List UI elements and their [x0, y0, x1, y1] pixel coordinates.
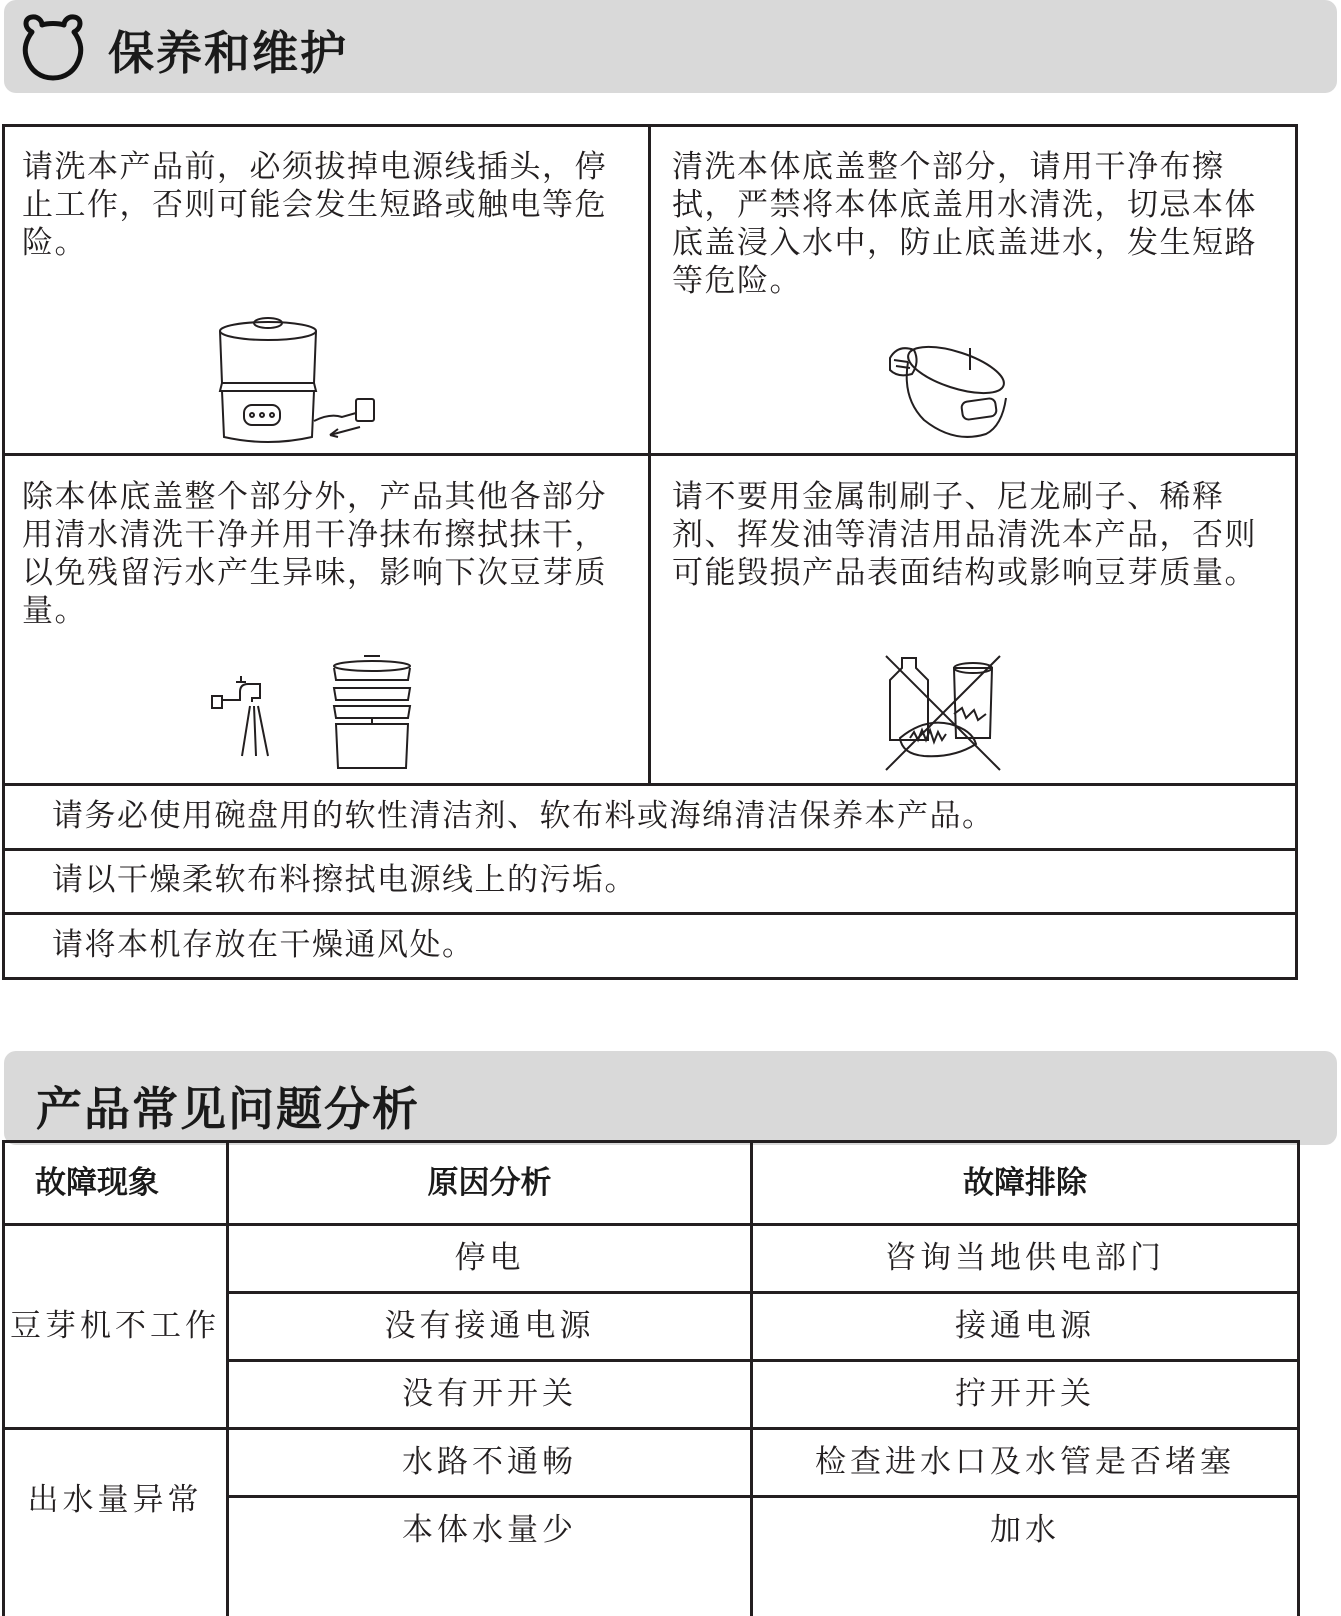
faq-fix: 咨询当地供电部门	[885, 1240, 1165, 1276]
wipe-base-illustration	[884, 340, 1014, 445]
faq-cause: 停电	[454, 1240, 525, 1276]
care-tip-wipe-cord: 请以干燥柔软布料擦拭电源线上的污垢。	[52, 862, 637, 898]
rinse-parts-illustration	[210, 652, 420, 772]
section-header-care	[4, 0, 1337, 93]
no-chemicals-illustration	[884, 654, 1004, 774]
faq-fix: 加水	[990, 1512, 1060, 1548]
faq-cause: 没有接通电源	[384, 1308, 595, 1344]
care-cell-base-cover: 清洗本体底盖整个部分，请用干净布擦拭，严禁将本体底盖用水清洗，切忌本体底盖浸入水中，防止底盖进水，发生短路等危险。	[672, 149, 1257, 299]
care-cell-rinse-parts: 除本体底盖整个部分外，产品其他各部分用清水清洗干净并用干净抹布擦拭抹干，以免残留污水产生异味，影响下次豆芽质量。	[22, 479, 607, 629]
care-cell-no-harsh-cleaners: 请不要用金属制刷子、尼龙刷子、稀释剂、挥发油等清洁用品清洗本产品，否则可能毁损产品表面结构或影响豆芽质量。	[672, 479, 1257, 591]
faq-cause: 水路不通畅	[402, 1444, 577, 1480]
faq-fix: 拧开开关	[955, 1376, 1095, 1412]
care-tip-storage: 请将本机存放在干燥通风处。	[52, 927, 475, 963]
section-header-faq	[4, 1051, 1337, 1145]
bear-icon	[18, 12, 88, 82]
care-cell-unplug: 请洗本产品前，必须拔掉电源线插头，停止工作，否则可能会发生短路或触电等危险。	[22, 149, 607, 261]
section-title-care: 保养和维护	[108, 26, 348, 80]
faq-fix: 接通电源	[955, 1308, 1095, 1344]
faq-cause: 本体水量少	[402, 1512, 577, 1548]
sprouter-unplug-illustration	[210, 313, 390, 453]
care-tip-soft-detergent: 请务必使用碗盘用的软性清洁剂、软布料或海绵清洁保养本产品。	[52, 798, 995, 834]
faq-fix: 检查进水口及水管是否堵塞	[815, 1444, 1235, 1480]
faq-cause: 没有开开关	[402, 1376, 577, 1412]
section-title-faq: 产品常见问题分析	[36, 1082, 420, 1136]
faq-header-cause: 原因分析	[427, 1165, 552, 1201]
faq-symptom: 出水量异常	[27, 1482, 203, 1518]
faq-header-fix: 故障排除	[963, 1165, 1087, 1201]
faq-header-symptom: 故障现象	[35, 1165, 159, 1201]
faq-symptom: 豆芽机不工作	[10, 1308, 220, 1344]
